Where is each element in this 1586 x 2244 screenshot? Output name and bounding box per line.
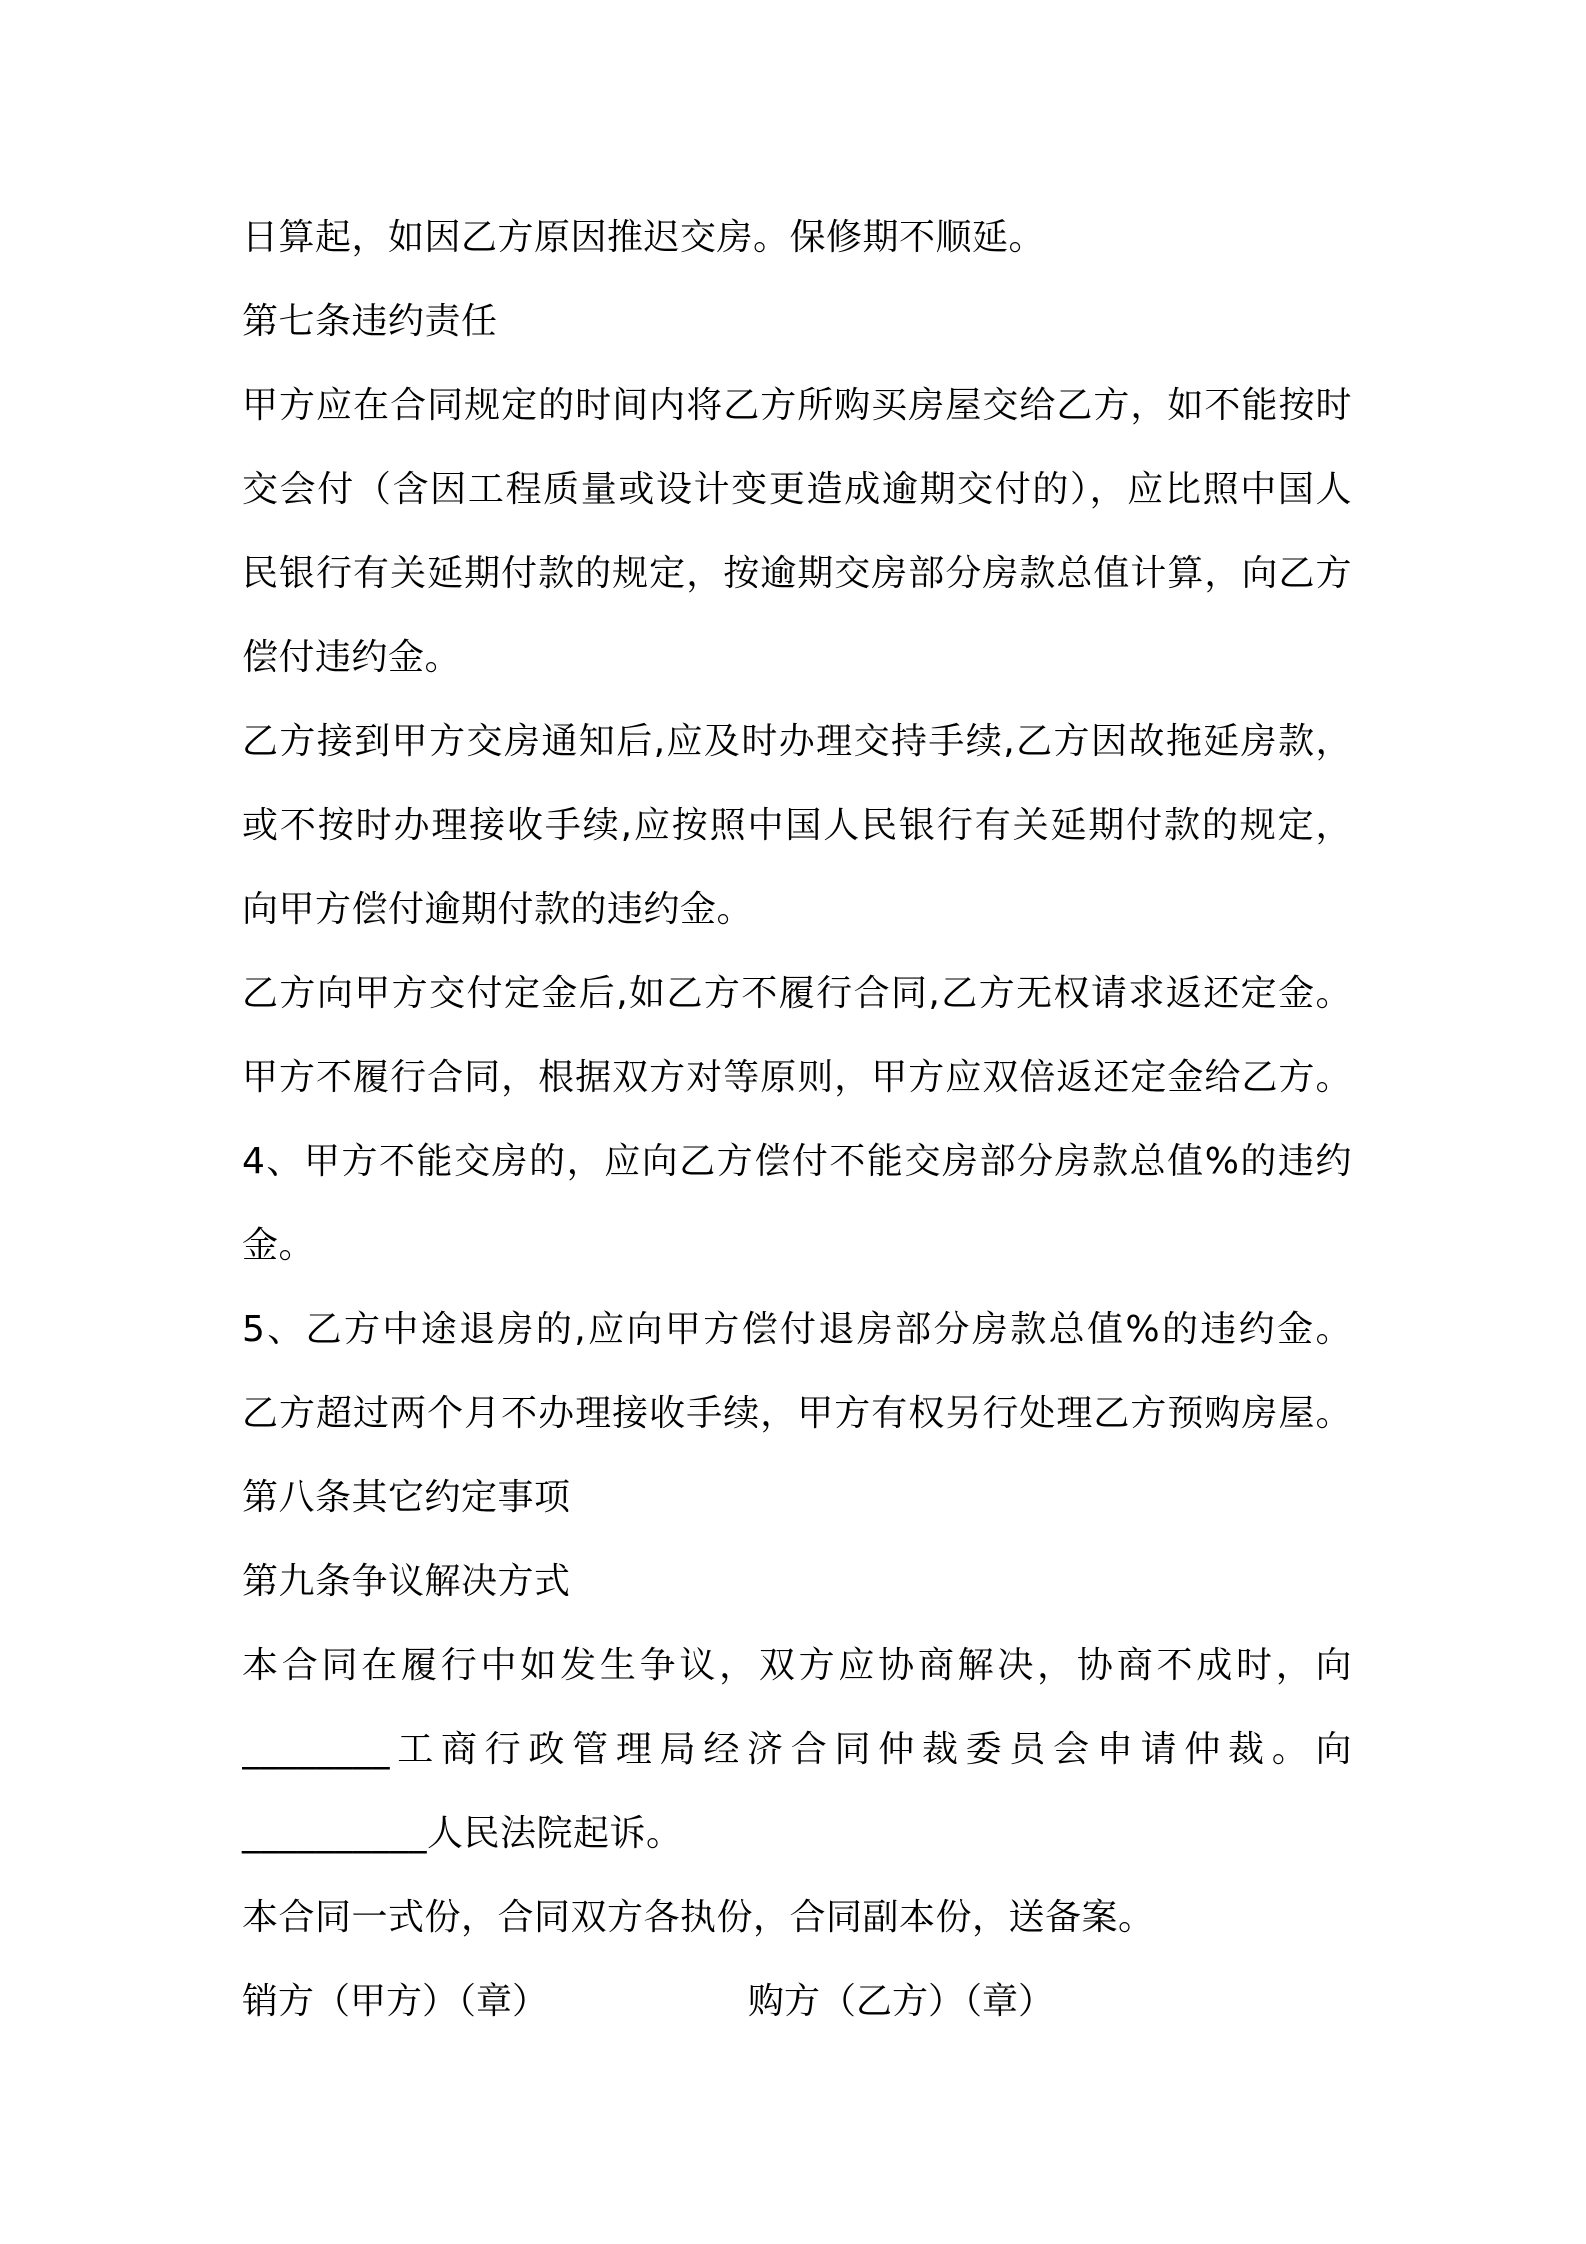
contract-body bbox=[242, 196, 1352, 2044]
paragraph-line: 向甲方偿付逾期付款的违约金。 bbox=[242, 889, 754, 930]
paragraph-line: 甲方不履行合同，根据双方对等原则，甲方应双倍返还定金给乙方。 bbox=[242, 1057, 1352, 1098]
section-heading-article-7: 第七条违约责任 bbox=[242, 301, 498, 342]
paragraph-line: 4、甲方不能交房的，应向乙方偿付不能交房部分房款总值%的违约 bbox=[242, 1141, 1352, 1182]
paragraph-line: 日算起，如因乙方原因推迟交房。保修期不顺延。 bbox=[242, 217, 1046, 258]
seller-signature-label: 销方（甲方）（章） bbox=[242, 1981, 549, 2022]
paragraph-line: 本合同在履行中如发生争议，双方应协商解决，协商不成时，向 bbox=[242, 1645, 1352, 1686]
paragraph-line: 或不按时办理接收手续,应按照中国人民银行有关延期付款的规定， bbox=[242, 805, 1352, 846]
section-heading-article-8: 第八条其它约定事项 bbox=[242, 1477, 571, 1518]
paragraph-line: __________人民法院起诉。 bbox=[242, 1813, 683, 1854]
paragraph-line: ________工商行政管理局经济合同仲裁委员会申请仲裁。向 bbox=[242, 1729, 1352, 1770]
paragraph-line: 乙方超过两个月不办理接收手续，甲方有权另行处理乙方预购房屋。 bbox=[242, 1393, 1352, 1434]
paragraph-line: 甲方应在合同规定的时间内将乙方所购买房屋交给乙方，如不能按时 bbox=[242, 385, 1352, 426]
paragraph-line: 金。 bbox=[242, 1225, 316, 1266]
paragraph-line: 乙方接到甲方交房通知后,应及时办理交持手续,乙方因故拖延房款， bbox=[242, 721, 1352, 762]
paragraph-line: 5、乙方中途退房的,应向甲方偿付退房部分房款总值%的违约金。 bbox=[242, 1309, 1352, 1350]
paragraph-line: 本合同一式份，合同双方各执份，合同副本份，送备案。 bbox=[242, 1897, 1155, 1938]
paragraph-line: 偿付违约金。 bbox=[242, 637, 462, 678]
signature-row bbox=[242, 1960, 1352, 2044]
paragraph-line: 乙方向甲方交付定金后,如乙方不履行合同,乙方无权请求返还定金。 bbox=[242, 973, 1352, 1014]
paragraph-line: 交会付（含因工程质量或设计变更造成逾期交付的），应比照中国人 bbox=[242, 469, 1352, 510]
buyer-signature-label: 购方（乙方）（章） bbox=[748, 1981, 1055, 2022]
section-heading-article-9: 第九条争议解决方式 bbox=[242, 1561, 571, 1602]
paragraph-line: 民银行有关延期付款的规定，按逾期交房部分房款总值计算，向乙方 bbox=[242, 553, 1352, 594]
